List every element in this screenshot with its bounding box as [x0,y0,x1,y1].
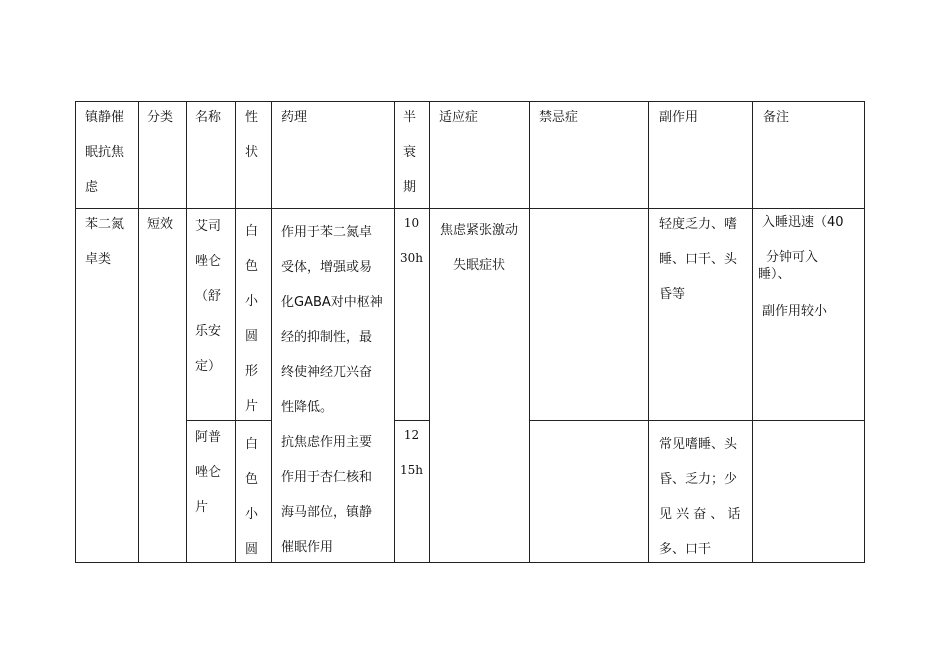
header-form: 性 状 [245,110,259,160]
group-category: 苯二氮 卓类 [85,217,125,267]
header-pharmacology: 药理 [281,110,308,125]
indications-text: 焦虑紧张激动 失眠症状 [439,223,518,273]
row1-notes-c: 副作用较小 [762,304,828,319]
header-notes: 备注 [763,110,790,125]
header-contraindications: 禁忌症 [539,110,579,125]
row2-half-life: 12 15h [400,428,423,477]
pharmacology-text: 作用于苯二氮卓 受体，增强或易 化GABA对中枢神 经的抑制性，最 终使神经兀兴奋 性降低。 抗焦虑作用主要 作用于杏仁核和 海马部位，镇静 催眠作用 [281,225,383,555]
header-half-life: 半 衰 期 [403,110,417,195]
row1-half-life: 10 30h [400,216,423,265]
header-side-effects: 副作用 [659,110,699,125]
row1-notes-b: 分钟可入 睡）、 [758,250,819,282]
header-indications: 适应症 [439,110,479,125]
row1-notes-a: 入睡迅速（40 [762,215,844,230]
row2-name: 阿普 唑仑 片 [195,430,222,515]
header-category: 镇静催 眠抗焦 虑 [85,110,125,195]
group-type: 短效 [147,217,174,232]
row1-side-effects: 轻度乏力、嗜 睡、口干、头 昏等 [659,217,738,302]
row2-form: 白 色 小 圆 [245,437,259,557]
row1-form: 白 色 小 圆 形 片 [245,224,259,414]
header-type: 分类 [147,110,174,125]
row2-side-effects: 常见嗜睡、头 昏、乏力；少 见 兴 奋 、 话 多、口干 [659,437,741,557]
row1-name: 艾司 唑仑 （舒 乐安 定） [195,219,222,374]
header-name: 名称 [195,110,222,125]
